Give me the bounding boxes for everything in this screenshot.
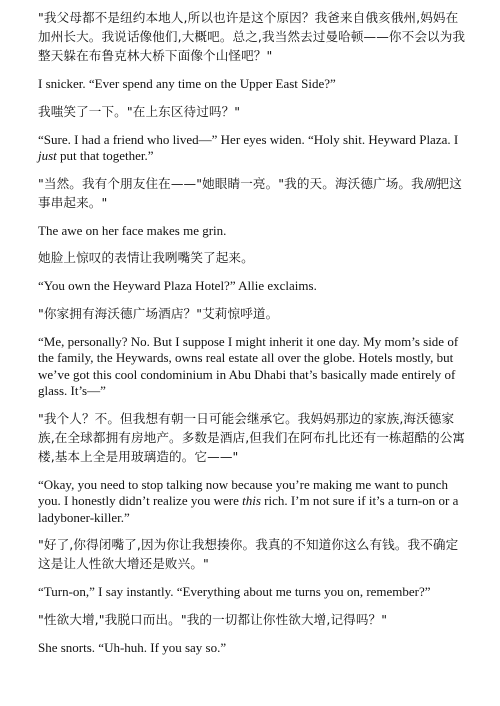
- paragraph-zh-7: "好了,你得闭嘴了,因为你让我想揍你。我真的不知道你这么有钱。我不确定这是让人性欲大增还是败兴。": [38, 537, 459, 571]
- paragraph-en-3: The awe on her face makes me grin.: [38, 222, 227, 238]
- paragraph-zh-8: "性欲大增,"我脱口而出。"我的一切都让你性欲大增,记得吗？": [38, 611, 388, 627]
- emphasis-text: 刚: [423, 175, 437, 191]
- paragraph-en-5: “Me, personally? No. But I suppose I might inherit it one day. My mom’s side of the family, the Heywards, owns real estate all over the globe. Hotels mostly, but we’ve got this cool condominium in Abu Dhabi that’s basically made entirely of glass. It’s—”: [38, 333, 459, 398]
- paragraph-en-1: I snicker. “Ever spend any time on the Upper East Side?”: [38, 76, 336, 91]
- emphasis-text: just: [38, 148, 57, 163]
- paragraph-en-8: She snorts. “Uh-huh. If you say so.”: [38, 639, 227, 655]
- paragraph-en-7: “Turn-on,” I say instantly. “Everything about me turns you on, remember?”: [38, 584, 431, 599]
- paragraph-zh-2: 我嗤笑了一下。"在上东区待过吗？": [38, 103, 241, 119]
- paragraph-zh-6: "我个人？不。但我想有朝一日可能会继承它。我妈妈那边的家族,海沃德家族,在全球都拥有房地产。多数是酒店,但我们在阿布扎比还有一栋超酷的公寓楼,基本上全是用玻璃造的。它——": [38, 410, 466, 464]
- paragraph-zh-5: "你家拥有海沃德广场酒店？"艾莉惊呼道。: [38, 305, 279, 321]
- emphasis-text: this: [242, 493, 261, 508]
- paragraph-zh-4: 她脸上惊叹的表情让我咧嘴笑了起来。: [38, 250, 254, 265]
- paragraph-en-2: “Sure. I had a friend who lived—” Her eyes widen. “Holy shit. Heyward Plaza. I just put that together.”: [38, 131, 459, 163]
- paragraph-zh-3: "当然。我有个朋友住在——"她眼睛一亮。"我的天。海沃德广场。我刚把这事串起来。": [38, 175, 462, 210]
- paragraph-en-4: “You own the Heyward Plaza Hotel?” Allie exclaims.: [38, 278, 317, 293]
- paragraph-zh-1: "我父母都不是纽约本地人,所以也许是这个原因？我爸来自俄亥俄州,妈妈在加州长大。我说话像他们,大概吧。总之,我当然去过曼哈顿——你不会以为我整天躲在布鲁克林大桥下面像个山怪吧？": [38, 10, 466, 63]
- paragraph-en-6: “Okay, you need to stop talking now because you’re making me want to punch you. I honestly didn’t realize you were this rich. I’m not sure if it’s a turn-on or a ladyboner-killer.”: [38, 476, 459, 525]
